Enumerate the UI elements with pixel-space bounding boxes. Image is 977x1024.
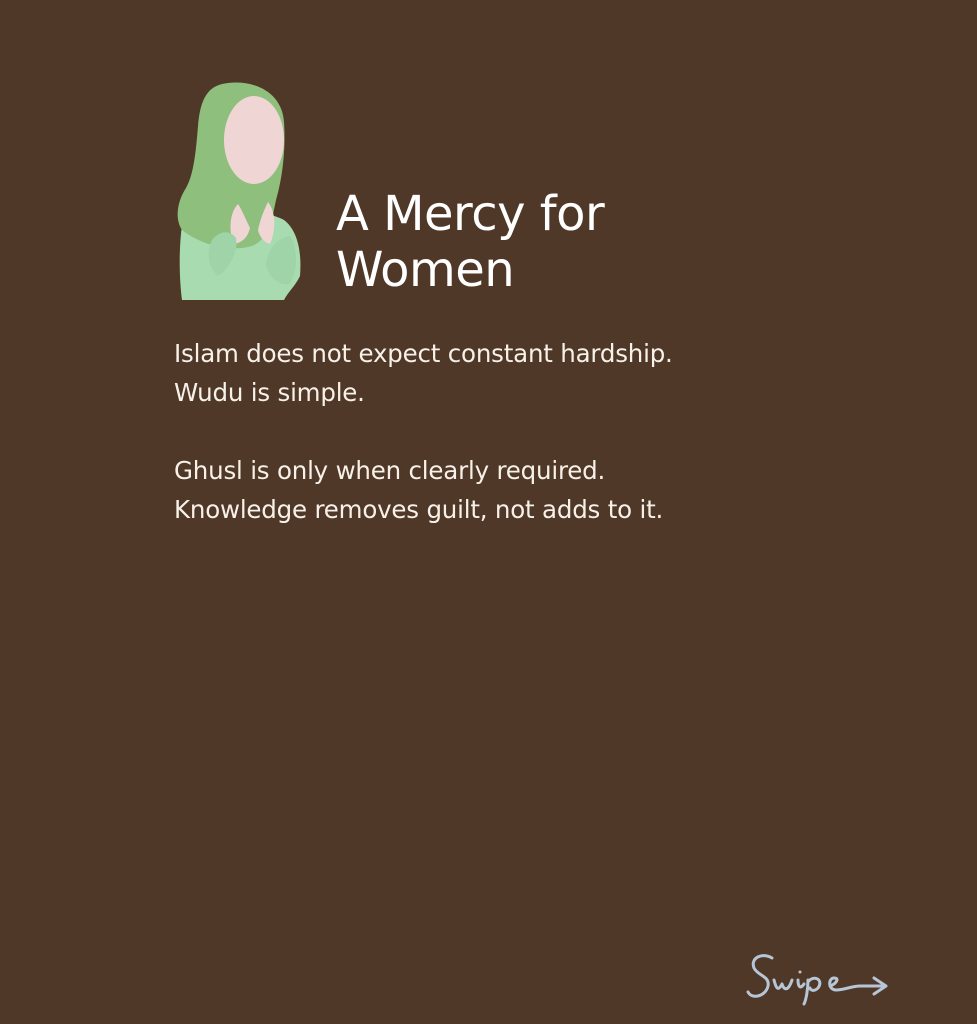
swipe-arrow-icon[interactable]: [744, 950, 894, 1006]
title-line: A Mercy for: [336, 186, 605, 242]
paragraph-line: Ghusl is only when clearly required.: [174, 456, 606, 485]
paragraph-line: Knowledge removes guilt, not adds to it.: [174, 495, 664, 524]
paragraph: [174, 451, 814, 529]
slide-title: [336, 186, 756, 298]
paragraph-line: Islam does not expect constant hardship.: [174, 339, 673, 368]
body-text: [174, 334, 814, 529]
paragraph: [174, 334, 814, 412]
paragraph-line: Wudu is simple.: [174, 378, 365, 407]
title-line: Women: [336, 242, 515, 298]
praying-woman-icon: [172, 80, 304, 302]
